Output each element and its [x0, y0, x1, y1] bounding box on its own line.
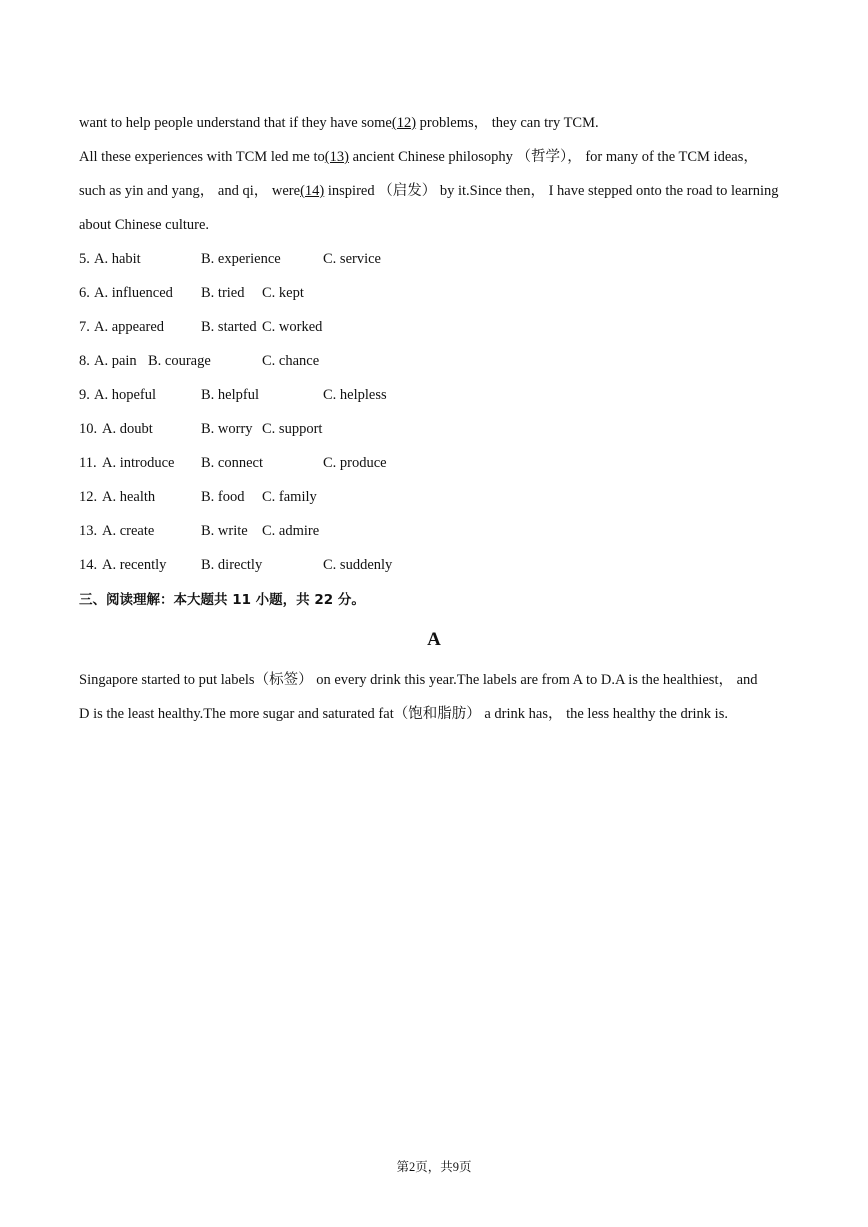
option-b: B. connect — [201, 455, 264, 471]
option-a: A. habit — [94, 251, 141, 267]
option-c: C. admire — [262, 523, 320, 539]
option-b: B. tried — [201, 285, 245, 301]
option-a: A. appeared — [94, 319, 165, 335]
cloze-paragraph-line-4: about Chinese culture. — [79, 217, 210, 233]
option-c: C. kept — [262, 285, 304, 301]
option-b: B. food — [201, 489, 245, 505]
option-c: C. produce — [323, 455, 387, 471]
page-footer: 第2页，共9页 — [396, 1160, 472, 1174]
option-a: A. pain — [94, 353, 137, 369]
blank-12: (12) — [391, 115, 417, 131]
question-number: 5. — [79, 251, 90, 267]
blank-13: (13) — [324, 149, 349, 165]
option-c: C. support — [262, 421, 323, 437]
option-b: B. helpful — [201, 387, 259, 403]
option-c: C. family — [262, 489, 317, 505]
question-number: 7. — [79, 319, 90, 335]
text-segment: such as yin and yang， and qi， were — [79, 183, 301, 199]
question-number: 14. — [79, 557, 98, 573]
text-segment: ancient Chinese philosophy （哲学）， for many of the TCM ideas， — [348, 149, 758, 165]
option-b: B. courage — [148, 353, 211, 369]
option-a: A. health — [102, 489, 156, 505]
option-b: B. experience — [201, 251, 281, 267]
text-segment: problems， they can try TCM. — [416, 115, 599, 131]
question-number: 6. — [79, 285, 90, 301]
passage-line-1: Singapore started to put labels（标签） on every drink this year.The labels are from A to D.A is the healthiest， and — [79, 672, 758, 688]
option-a: A. recently — [102, 557, 167, 573]
option-a: A. create — [102, 523, 155, 539]
option-c: C. helpless — [323, 387, 387, 403]
option-a: A. hopeful — [94, 387, 157, 403]
question-number: 8. — [79, 353, 90, 369]
option-c: C. suddenly — [323, 557, 393, 573]
text-segment: inspired （启发） by it.Since then， I have stepped onto the road to learning — [324, 183, 779, 199]
option-c: C. service — [323, 251, 381, 267]
option-b: B. directly — [201, 557, 263, 573]
option-b: B. write — [201, 523, 248, 539]
question-number: 11. — [79, 455, 97, 471]
option-b: B. started — [201, 319, 257, 335]
cloze-paragraph-line-1 — [79, 113, 599, 133]
option-a: A. influenced — [94, 285, 173, 301]
text-segment: want to help people understand that if they have some — [79, 115, 392, 131]
cloze-paragraph-line-2 — [79, 147, 758, 167]
option-c: C. chance — [262, 353, 320, 369]
option-a: A. doubt — [102, 421, 153, 437]
option-c: C. worked — [262, 319, 323, 335]
text-segment: All these experiences with TCM led me to — [79, 149, 325, 165]
option-b: B. worry — [201, 421, 253, 437]
blank-14: (14) — [300, 183, 325, 199]
passage-title: A — [427, 629, 441, 650]
cloze-paragraph-line-3 — [79, 181, 779, 201]
question-number: 10. — [79, 421, 98, 437]
question-number: 13. — [79, 523, 98, 539]
passage-line-2: D is the least healthy.The more sugar and saturated fat（饱和脂肪） a drink has， the less healthy the drink is. — [79, 706, 728, 722]
question-number: 9. — [79, 387, 90, 403]
section-heading: 三、阅读理解：本大题共 11 小题，共 22 分。 — [79, 592, 365, 608]
option-a: A. introduce — [102, 455, 175, 471]
question-number: 12. — [79, 489, 98, 505]
